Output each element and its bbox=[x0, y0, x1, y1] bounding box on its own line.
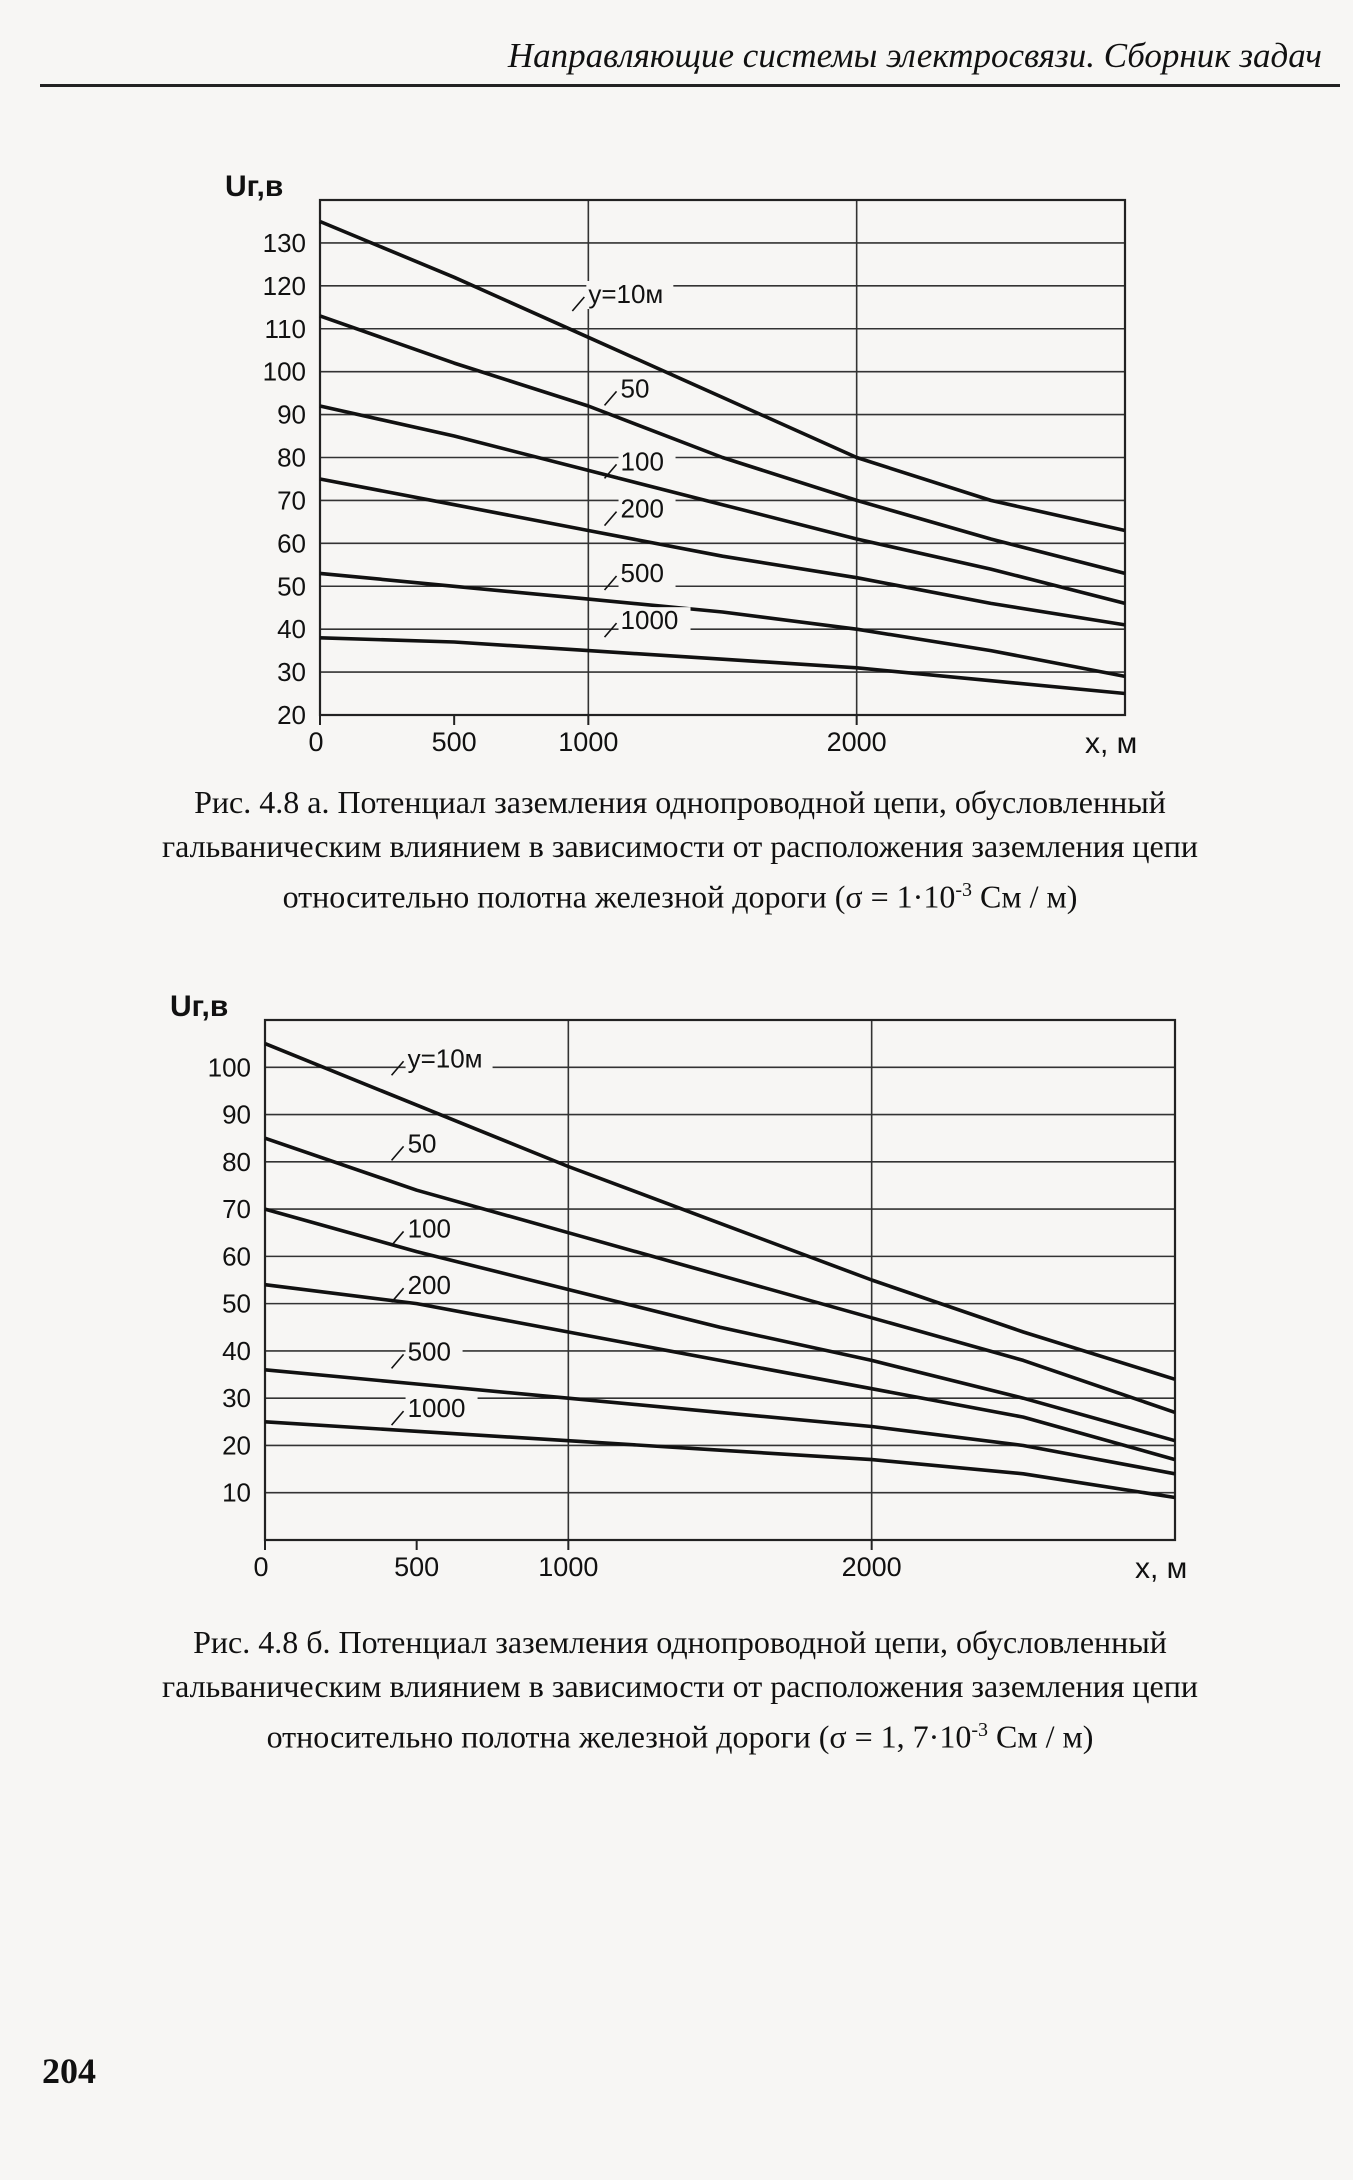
series-leader-b-2 bbox=[392, 1231, 404, 1245]
y-tick-label-a: 120 bbox=[262, 270, 306, 301]
y-tick-label-b: 60 bbox=[222, 1241, 251, 1272]
y-tick-label-b: 70 bbox=[222, 1194, 251, 1225]
series-leader-a-0 bbox=[572, 297, 584, 311]
y-tick-label-a: 80 bbox=[277, 442, 306, 473]
y-tick-label-a: 130 bbox=[262, 227, 306, 258]
series-label-a-3: 200 bbox=[620, 493, 664, 524]
series-label-b-1: 50 bbox=[407, 1128, 437, 1159]
y-tick-label-a: 60 bbox=[277, 528, 306, 559]
y-tick-label-b: 100 bbox=[207, 1052, 251, 1083]
y-tick-label-b: 40 bbox=[222, 1335, 251, 1366]
y-tick-label-b: 80 bbox=[222, 1146, 251, 1177]
chart-figure-a bbox=[0, 150, 1353, 770]
x-tick-label-b: 500 bbox=[394, 1552, 440, 1582]
series-label-a-2: 100 bbox=[620, 446, 664, 477]
y-tick-label-a: 110 bbox=[264, 313, 306, 344]
caption-a-line2: гальваническим влиянием в зависимости от расположения заземления цепи bbox=[162, 828, 1198, 864]
series-line-a-0 bbox=[320, 222, 1125, 531]
x-tick-label-b: 1000 bbox=[538, 1552, 599, 1582]
series-leader-a-4 bbox=[605, 576, 617, 590]
x-tick-label-a: 2000 bbox=[826, 727, 887, 757]
y-tick-label-a: 90 bbox=[277, 399, 306, 430]
y-tick-label-a: 40 bbox=[277, 614, 306, 645]
x-axis-label-b: х, м bbox=[1135, 1552, 1188, 1585]
caption-a-line3 bbox=[50, 868, 1310, 919]
caption-a-text: относительно полотна железной дороги (σ = 1·10 bbox=[282, 878, 956, 915]
y-tick-label-b: 10 bbox=[222, 1477, 251, 1508]
y-axis-label-b: Uг,в bbox=[170, 990, 229, 1023]
caption-b-text: относительно полотна железной дороги (σ = 1, 7·10 bbox=[266, 1718, 972, 1755]
chart-figure-b bbox=[0, 970, 1353, 1600]
running-header bbox=[40, 28, 1340, 87]
series-label-b-4: 500 bbox=[407, 1336, 451, 1367]
y-tick-label-b: 90 bbox=[222, 1099, 251, 1130]
x-tick-label-a: 1000 bbox=[558, 727, 619, 757]
series-leader-b-1 bbox=[392, 1146, 404, 1160]
x-tick-label-a: 0 bbox=[308, 727, 324, 757]
series-leader-b-0 bbox=[392, 1061, 404, 1075]
series-line-b-3 bbox=[265, 1285, 1175, 1460]
series-leader-a-5 bbox=[605, 623, 617, 637]
y-tick-label-b: 30 bbox=[222, 1383, 251, 1414]
x-axis-label-a: х, м bbox=[1085, 727, 1138, 760]
running-header-title: Направляющие системы электросвязи. Сборник задач bbox=[507, 36, 1322, 75]
series-label-a-5: 1000 bbox=[620, 605, 679, 636]
series-label-a-1: 50 bbox=[620, 373, 650, 404]
y-tick-label-a: 20 bbox=[277, 700, 306, 730]
caption-b-line2: гальваническим влиянием в зависимости от расположения заземления цепи bbox=[162, 1668, 1198, 1704]
caption-figure-b bbox=[50, 1620, 1310, 1759]
series-label-b-3: 200 bbox=[407, 1270, 451, 1301]
series-leader-a-1 bbox=[605, 391, 617, 405]
caption-figure-a bbox=[50, 780, 1310, 919]
x-tick-label-a: 500 bbox=[431, 727, 477, 757]
series-label-b-0: у=10м bbox=[407, 1043, 483, 1074]
series-line-b-2 bbox=[265, 1209, 1175, 1441]
y-tick-label-a: 30 bbox=[277, 657, 306, 688]
caption-b-exponent: -3 bbox=[971, 1719, 988, 1741]
series-leader-b-4 bbox=[392, 1354, 404, 1368]
caption-a-line1: Рис. 4.8 а. Потенциал заземления однопроводной цепи, обусловленный bbox=[194, 784, 1166, 820]
series-line-b-1 bbox=[265, 1138, 1175, 1412]
caption-a-exponent: -3 bbox=[955, 879, 972, 901]
y-axis-label-a: Uг,в bbox=[225, 170, 284, 203]
caption-b-tail: См / м) bbox=[988, 1718, 1094, 1755]
caption-b-line1: Рис. 4.8 б. Потенциал заземления однопроводной цепи, обусловленный bbox=[193, 1624, 1167, 1660]
series-label-b-2: 100 bbox=[407, 1213, 451, 1244]
series-line-a-5 bbox=[320, 638, 1125, 694]
y-tick-label-a: 70 bbox=[277, 485, 306, 516]
y-tick-label-b: 50 bbox=[222, 1288, 251, 1319]
series-label-a-4: 500 bbox=[620, 557, 664, 588]
y-tick-label-a: 50 bbox=[277, 571, 306, 602]
series-leader-b-5 bbox=[392, 1411, 404, 1425]
series-line-b-5 bbox=[265, 1422, 1175, 1498]
caption-a-tail: См / м) bbox=[972, 878, 1078, 915]
x-tick-label-b: 2000 bbox=[841, 1552, 902, 1582]
series-leader-a-3 bbox=[605, 512, 617, 526]
y-tick-label-b: 20 bbox=[222, 1430, 251, 1461]
page-number: 204 bbox=[42, 2051, 96, 2091]
caption-b-line3 bbox=[50, 1708, 1310, 1759]
series-label-a-0: у=10м bbox=[588, 279, 664, 309]
series-line-a-1 bbox=[320, 316, 1125, 574]
series-label-b-5: 1000 bbox=[407, 1393, 466, 1424]
x-tick-label-b: 0 bbox=[253, 1552, 269, 1582]
y-tick-label-a: 100 bbox=[262, 356, 306, 387]
